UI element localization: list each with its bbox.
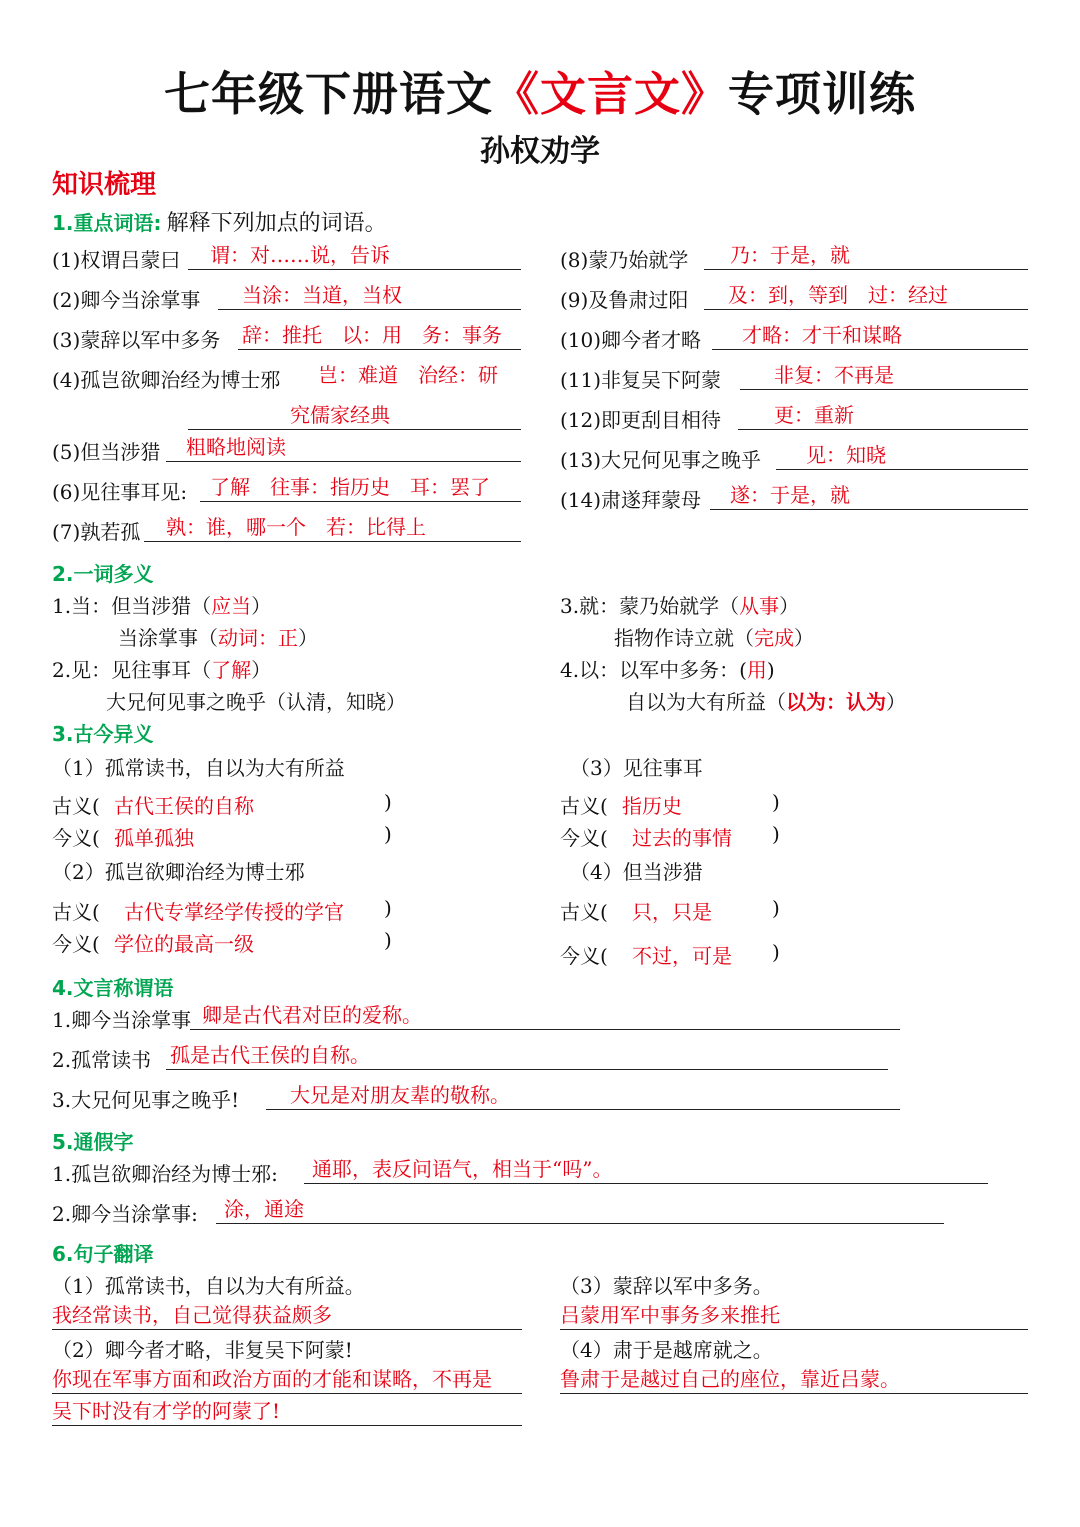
s2-r4-a: 以为：认为	[786, 690, 886, 714]
s2-r2-close: ）	[794, 626, 814, 650]
s2-l2	[118, 622, 318, 651]
title-highlight: 《文言文》	[493, 67, 728, 121]
s2-r2-q: 指物作诗立就（	[614, 626, 754, 650]
s6-a2-line1: 你现在军事方面和政治方面的才能和谋略，不再是	[52, 1366, 522, 1394]
s2-r4-q: 自以为大有所益（	[626, 690, 786, 714]
s6-q4: （4）肃于是越席就之。	[560, 1338, 773, 1362]
s4-q1: 1.卿今当涂掌事	[52, 1008, 192, 1032]
s3-q1-jin-label: 今义(	[52, 826, 100, 850]
s2-l1-close: ）	[251, 594, 272, 618]
s1-q11: (11)非复吴下阿蒙	[560, 368, 722, 392]
s1-a5: 粗略地阅读	[166, 434, 521, 462]
s2-r2-a: 完成	[754, 626, 794, 650]
page-title	[0, 58, 1080, 124]
s1-q7: (7)孰若孤	[52, 520, 141, 544]
title-post: 专项训练	[728, 67, 916, 121]
s4-a1: 卿是古代君对臣的爱称。	[190, 1002, 900, 1030]
s1-a10: 才略：才干和谋略	[712, 322, 1028, 350]
s1-q13: (13)大兄何见事之晚乎	[560, 448, 762, 472]
s1-a6: 了解 往事：指历史 耳：罢了	[200, 474, 521, 502]
s3-q4-gu-close: )	[772, 896, 780, 920]
s1-a4: 岂：难道 治经：研	[318, 363, 498, 387]
s1-q8: (8)蒙乃始就学	[560, 248, 689, 272]
s4-a3: 大兄是对朋友辈的敬称。	[266, 1082, 900, 1110]
s3-q1-jin: 孤单孤独	[114, 826, 194, 850]
s4-heading: 4.文言称谓语	[52, 976, 174, 1000]
s5-a2: 涂，通途	[216, 1196, 944, 1224]
s4-q2: 2.孤常读书	[52, 1048, 152, 1072]
s1-a8: 乃：于是，就	[704, 242, 1028, 270]
s1-a13: 见：知晓	[776, 442, 1028, 470]
s3-q4: （4）但当涉猎	[570, 860, 703, 884]
s3-q4-gu-label: 古义(	[560, 900, 608, 924]
s1-a9: 及：到，等到 过：经过	[704, 282, 1028, 310]
s2-r4	[626, 686, 906, 715]
s6-a3: 吕蒙用军中事务多来推托	[560, 1302, 1028, 1330]
s3-q2-gu: 古代专掌经学传授的学官	[124, 900, 344, 924]
s1-a14: 遂：于是，就	[710, 482, 1028, 510]
s6-q2: （2）卿今者才略，非复吴下阿蒙!	[52, 1338, 353, 1362]
s2-r1-q: 3.就：蒙乃始就学（	[560, 594, 740, 618]
s3-q3-jin: 过去的事情	[632, 826, 732, 850]
s3-q3-gu-label: 古义(	[560, 794, 608, 818]
s2-r4-close: ）	[886, 690, 906, 714]
s1-q1: (1)权谓吕蒙曰	[52, 248, 181, 272]
s3-q1-jin-close: )	[384, 822, 392, 846]
s2-l1	[52, 590, 271, 619]
s1-q10: (10)卿今者才略	[560, 328, 702, 352]
s3-q2-jin: 学位的最高一级	[114, 932, 254, 956]
s3-q3: （3）见往事耳	[570, 756, 703, 780]
s3-q4-gu: 只，只是	[632, 900, 712, 924]
s2-r1-close: ）	[779, 594, 800, 618]
s3-q2-jin-label: 今义(	[52, 932, 100, 956]
s1-q3: (3)蒙辞以军中多务	[52, 328, 221, 352]
s2-l3	[52, 654, 271, 683]
s2-l3-q: 2.见：见往事耳（	[52, 658, 212, 682]
s3-q3-gu: 指历史	[622, 794, 682, 818]
s6-heading: 6.句子翻译	[52, 1242, 154, 1266]
page-subtitle: 孙权劝学	[480, 134, 600, 169]
s1-a2: 当涂：当道，当权	[218, 282, 521, 310]
s6-q3: （3）蒙辞以军中多务。	[560, 1274, 773, 1298]
s3-q1-gu-label: 古义(	[52, 794, 100, 818]
s4-a2: 孤是古代王侯的自称。	[166, 1042, 888, 1070]
s3-q2: （2）孤岂欲卿治经为博士邪	[52, 860, 305, 884]
s1-a7: 孰：谁，哪一个 若：比得上	[144, 514, 521, 542]
s1-q4: (4)孤岂欲卿治经为博士邪	[52, 368, 281, 392]
s2-r3	[560, 654, 775, 683]
s3-q2-gu-label: 古义(	[52, 900, 100, 924]
s2-l1-q: 1.当：但当涉猎（	[52, 594, 212, 618]
s1-a11: 非复：不再是	[740, 362, 1028, 390]
s2-l2-a: 动词：正	[218, 626, 298, 650]
s1-instruction: 解释下列加点的词语。	[166, 211, 387, 236]
s1-q2: (2)卿今当涂掌事	[52, 288, 201, 312]
s2-l4: 大兄何见事之晚乎（认清，知晓）	[106, 690, 406, 714]
s6-q1: （1）孤常读书，自以为大有所益。	[52, 1274, 365, 1298]
s5-heading: 5.通假字	[52, 1130, 134, 1154]
s1-a12: 更：重新	[738, 402, 1028, 430]
s3-q1: （1）孤常读书，自以为大有所益	[52, 756, 345, 780]
s1-a4-cont: 究儒家经典	[188, 402, 521, 430]
title-pre: 七年级下册语文	[164, 67, 493, 121]
s3-q1-gu: 古代王侯的自称	[114, 794, 254, 818]
s6-a1: 我经常读书，自己觉得获益颇多	[52, 1302, 522, 1330]
s2-l1-a: 应当	[211, 594, 252, 618]
s2-r1-a: 从事	[739, 594, 780, 618]
s2-r3-a: 用	[746, 658, 767, 682]
s1-a3: 辞：推托 以：用 务：事务	[238, 322, 521, 350]
s1-q9: (9)及鲁肃过阳	[560, 288, 689, 312]
s5-a1: 通耶，表反问语气，相当于“吗”。	[304, 1156, 988, 1184]
s3-q3-jin-label: 今义(	[560, 826, 608, 850]
s2-l2-close: ）	[298, 626, 318, 650]
s1-q14: (14)肃遂拜蒙母	[560, 488, 702, 512]
s3-q3-gu-close: )	[772, 790, 780, 814]
s5-q1: 1.孤岂欲卿治经为博士邪:	[52, 1162, 278, 1186]
s3-q4-jin: 不过，可是	[632, 944, 732, 968]
s2-l3-close: ）	[251, 658, 272, 682]
s3-q2-jin-close: )	[384, 928, 392, 952]
s5-q2: 2.卿今当涂掌事:	[52, 1202, 198, 1226]
s2-r3-close: )	[766, 658, 775, 682]
s1-q6: (6)见往事耳见:	[52, 480, 188, 504]
s3-q4-jin-close: )	[772, 940, 780, 964]
s3-heading: 3.古今异义	[52, 722, 154, 746]
s1-q5: (5)但当涉猎	[52, 440, 161, 464]
s1-a1: 谓：对……说，告诉	[188, 242, 521, 270]
s2-r2	[614, 622, 814, 651]
s2-r3-q: 4.以：以军中多务：(	[560, 658, 747, 682]
s3-q2-gu-close: )	[384, 896, 392, 920]
s6-a2-line2: 吴下时没有才学的阿蒙了!	[52, 1398, 522, 1426]
s4-q3: 3.大兄何见事之晚乎!	[52, 1088, 240, 1112]
s2-l3-a: 了解	[211, 658, 252, 682]
s1-heading-row	[52, 206, 387, 237]
s2-l2-q: 当涂掌事（	[118, 626, 218, 650]
s1-heading: 1.重点词语:	[52, 211, 162, 235]
s6-a4: 鲁肃于是越过自己的座位，靠近吕蒙。	[560, 1366, 1028, 1394]
s2-heading: 2.一词多义	[52, 562, 154, 586]
s3-q3-jin-close: )	[772, 822, 780, 846]
s1-q12: (12)即更刮目相待	[560, 408, 722, 432]
s2-r1	[560, 590, 799, 619]
section-knowledge-heading: 知识梳理	[52, 170, 157, 200]
s3-q4-jin-label: 今义(	[560, 944, 608, 968]
s3-q1-gu-close: )	[384, 790, 392, 814]
